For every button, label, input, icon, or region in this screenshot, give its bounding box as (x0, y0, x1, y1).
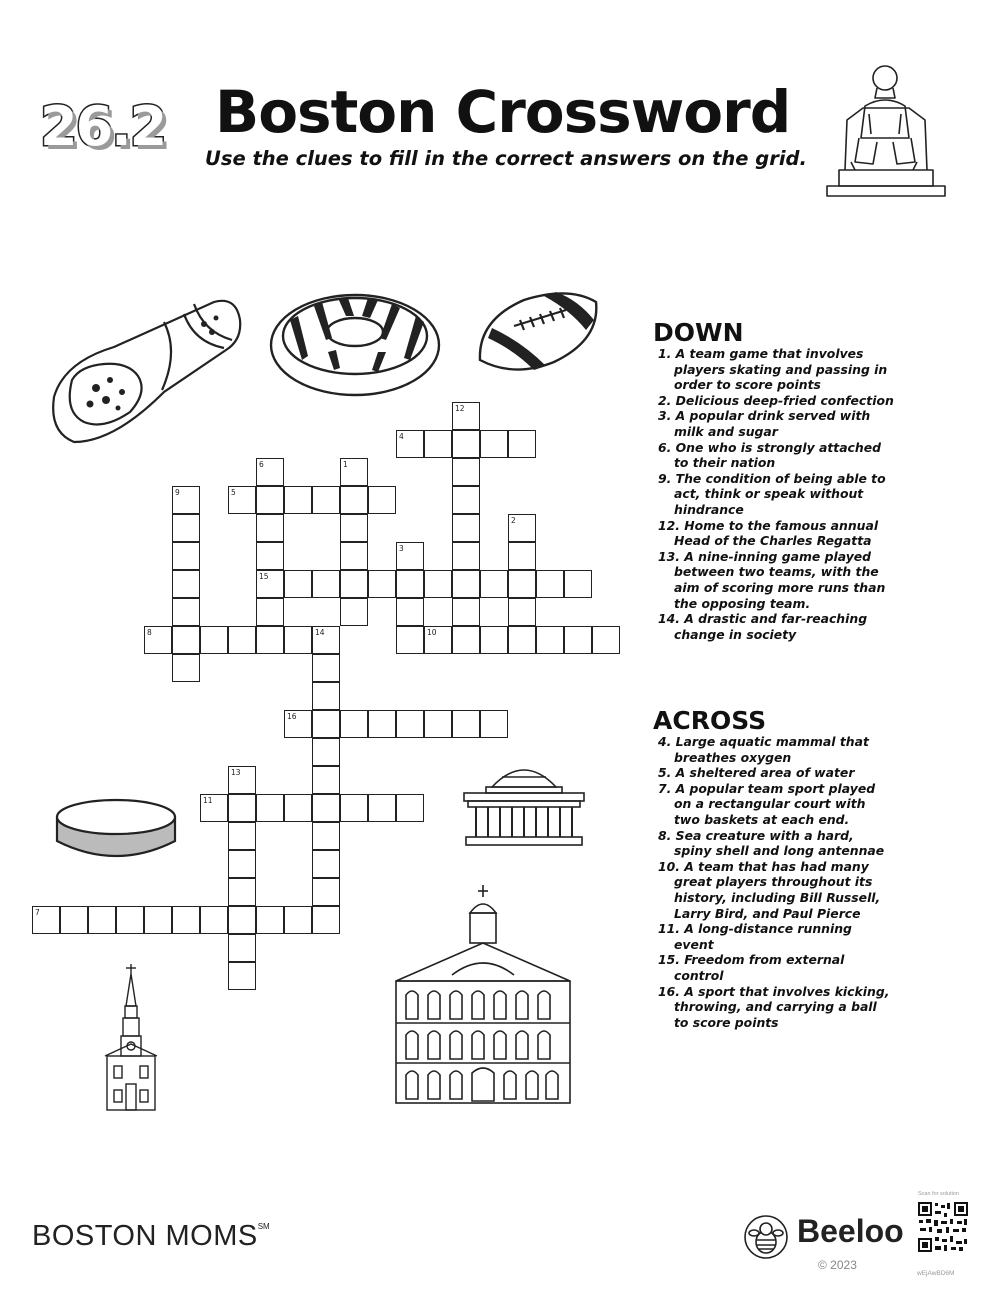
copyright-text: © 2023 (818, 1258, 857, 1272)
grid-cell[interactable] (508, 626, 536, 654)
clue-number: 11 (203, 796, 213, 805)
grid-cell[interactable] (312, 878, 340, 906)
cannoli-illustration (44, 292, 244, 450)
grid-cell[interactable] (172, 542, 200, 570)
grid-cell[interactable] (172, 514, 200, 542)
hall-illustration (392, 883, 574, 1107)
grid-cell[interactable] (368, 486, 396, 514)
clue-number: 6 (259, 460, 264, 469)
grid-cell[interactable] (396, 570, 424, 598)
grid-cell[interactable] (368, 794, 396, 822)
grid-cell[interactable] (256, 542, 284, 570)
grid-cell[interactable] (284, 906, 312, 934)
grid-cell[interactable] (340, 514, 368, 542)
grid-cell[interactable] (480, 710, 508, 738)
clue-number: 16 (287, 712, 297, 721)
across-clues-list (656, 734, 894, 1030)
boston-moms-text: BOSTON MOMS (32, 1220, 258, 1252)
grid-cell[interactable] (200, 906, 228, 934)
grid-cell[interactable] (172, 654, 200, 682)
grid-cell[interactable] (312, 850, 340, 878)
grid-cell[interactable] (312, 822, 340, 850)
grid-cell[interactable] (256, 598, 284, 626)
grid-cell[interactable] (172, 626, 200, 654)
grid-cell[interactable] (340, 542, 368, 570)
dome-building-illustration (462, 757, 586, 849)
grid-cell[interactable] (172, 598, 200, 626)
grid-cell[interactable] (424, 430, 452, 458)
grid-cell[interactable] (340, 598, 368, 626)
grid-cell[interactable] (564, 626, 592, 654)
grid-cell[interactable] (396, 598, 424, 626)
church-illustration (102, 962, 160, 1112)
grid-cell[interactable] (228, 934, 256, 962)
football-illustration (474, 290, 602, 378)
down-clue: 6. One who is strongly attached to their nation (658, 439, 882, 471)
bee-logo-icon (743, 1214, 789, 1260)
grid-cell[interactable] (228, 850, 256, 878)
grid-cell[interactable] (172, 570, 200, 598)
grid-cell[interactable] (480, 430, 508, 458)
across-clue: 10. A team that has had many great players throughout its history, including Bill Russell, Larry Bird, and Paul Pierce (658, 858, 881, 921)
grid-cell[interactable] (452, 542, 480, 570)
clue-number: 9 (175, 488, 180, 497)
grid-cell[interactable] (340, 794, 368, 822)
grid-cell[interactable] (452, 430, 480, 458)
across-heading: ACROSS (653, 706, 767, 735)
down-clue: 14. A drastic and far-reaching change in society (658, 611, 868, 642)
grid-cell[interactable] (536, 626, 564, 654)
hockey-puck-illustration (54, 797, 178, 863)
grid-cell[interactable] (172, 906, 200, 934)
grid-cell[interactable] (284, 626, 312, 654)
qr-code-label: wEjAwBD6M (917, 1270, 955, 1277)
down-clue: 12. Home to the famous annual Head of the Charles Regatta (658, 517, 879, 549)
down-clue: 9. The condition of being able to act, think or speak without hindrance (658, 470, 886, 517)
grid-cell[interactable] (424, 710, 452, 738)
clue-number: 4 (399, 432, 404, 441)
clue-number: 5 (231, 488, 236, 497)
statue-illustration (825, 58, 947, 200)
grid-cell[interactable] (228, 962, 256, 990)
grid-cell[interactable] (228, 626, 256, 654)
across-clue: 4. Large aquatic mammal that breathes oxygen (658, 734, 869, 765)
grid-cell[interactable] (312, 794, 340, 822)
grid-cell[interactable] (452, 570, 480, 598)
grid-cell[interactable] (480, 626, 508, 654)
donut-illustration (268, 290, 442, 400)
grid-cell[interactable] (536, 570, 564, 598)
beeloo-brand: Beeloo (797, 1213, 904, 1249)
across-clue: 16. A sport that involves kicking, throwing, and carrying a ball to score points (658, 983, 890, 1030)
clue-number: 10 (427, 628, 437, 637)
clue-number: 1 (343, 460, 348, 469)
across-clue: 7. A popular team sport played on a rectangular court with two baskets at each end. (658, 780, 876, 827)
grid-cell[interactable] (340, 710, 368, 738)
grid-cell[interactable] (480, 570, 508, 598)
clue-number: 2 (511, 516, 516, 525)
grid-cell[interactable] (256, 794, 284, 822)
down-clue: 13. A nine-inning game played between two teams, with the aim of scoring more runs than the opposing team. (658, 548, 886, 611)
clue-number: 8 (147, 628, 152, 637)
boston-moms-logo (32, 1220, 270, 1253)
grid-cell[interactable] (284, 794, 312, 822)
grid-cell[interactable] (256, 626, 284, 654)
across-clue: 11. A long-distance running event (658, 921, 852, 952)
grid-cell[interactable] (452, 458, 480, 486)
grid-cell[interactable] (368, 570, 396, 598)
across-clue: 8. Sea creature with a hard, spiny shell and long antennae (658, 827, 885, 859)
grid-cell[interactable] (452, 514, 480, 542)
grid-cell[interactable] (340, 570, 368, 598)
grid-cell[interactable] (424, 570, 452, 598)
grid-cell[interactable] (116, 906, 144, 934)
grid-cell[interactable] (256, 486, 284, 514)
down-clues-list (656, 346, 894, 642)
down-clue: 1. A team game that involves players skating and passing in order to score points (658, 346, 888, 393)
grid-cell[interactable] (284, 486, 312, 514)
clue-number: 3 (399, 544, 404, 553)
grid-cell[interactable] (312, 710, 340, 738)
across-clue: 15. Freedom from external control (658, 952, 845, 983)
grid-cell[interactable] (312, 906, 340, 934)
clue-number: 15 (259, 572, 269, 581)
badge-26-2: 26.2 (40, 95, 166, 158)
grid-cell[interactable] (452, 598, 480, 626)
grid-cell[interactable] (312, 486, 340, 514)
grid-cell[interactable] (312, 570, 340, 598)
grid-cell[interactable] (396, 794, 424, 822)
grid-cell[interactable] (228, 878, 256, 906)
grid-cell[interactable] (508, 542, 536, 570)
down-clue: 3. A popular drink served with milk and sugar (658, 408, 871, 439)
grid-cell[interactable] (312, 682, 340, 710)
clue-number: 14 (315, 628, 325, 637)
grid-cell[interactable] (312, 738, 340, 766)
down-heading: DOWN (653, 318, 744, 347)
grid-cell[interactable] (452, 626, 480, 654)
page-subtitle: Use the clues to fill in the correct answers on the grid. (205, 147, 807, 170)
grid-cell[interactable] (88, 906, 116, 934)
grid-cell[interactable] (508, 430, 536, 458)
page-title: Boston Crossword (215, 78, 791, 146)
grid-cell[interactable] (340, 486, 368, 514)
grid-cell[interactable] (508, 598, 536, 626)
grid-cell[interactable] (396, 626, 424, 654)
clue-number: 13 (231, 768, 241, 777)
grid-cell[interactable] (508, 570, 536, 598)
grid-cell[interactable] (312, 766, 340, 794)
qr-code-icon[interactable] (917, 1201, 969, 1253)
grid-cell[interactable] (228, 906, 256, 934)
grid-cell[interactable] (144, 906, 172, 934)
clue-number: 12 (455, 404, 465, 413)
grid-cell[interactable] (368, 710, 396, 738)
grid-cell[interactable] (256, 906, 284, 934)
service-mark: SM (257, 1222, 270, 1231)
grid-cell[interactable] (312, 654, 340, 682)
grid-cell[interactable] (228, 822, 256, 850)
clue-number: 7 (35, 908, 40, 917)
grid-cell[interactable] (200, 626, 228, 654)
down-clue: 2. Delicious deep-fried confection (658, 392, 894, 408)
scan-label: Scan for solution (918, 1191, 959, 1197)
across-clue: 5. A sheltered area of water (658, 765, 855, 781)
grid-cell[interactable] (60, 906, 88, 934)
grid-cell[interactable] (228, 794, 256, 822)
grid-cell[interactable] (452, 710, 480, 738)
grid-cell[interactable] (564, 570, 592, 598)
grid-cell[interactable] (452, 486, 480, 514)
grid-cell[interactable] (396, 710, 424, 738)
grid-cell[interactable] (284, 570, 312, 598)
grid-cell[interactable] (592, 626, 620, 654)
grid-cell[interactable] (256, 514, 284, 542)
